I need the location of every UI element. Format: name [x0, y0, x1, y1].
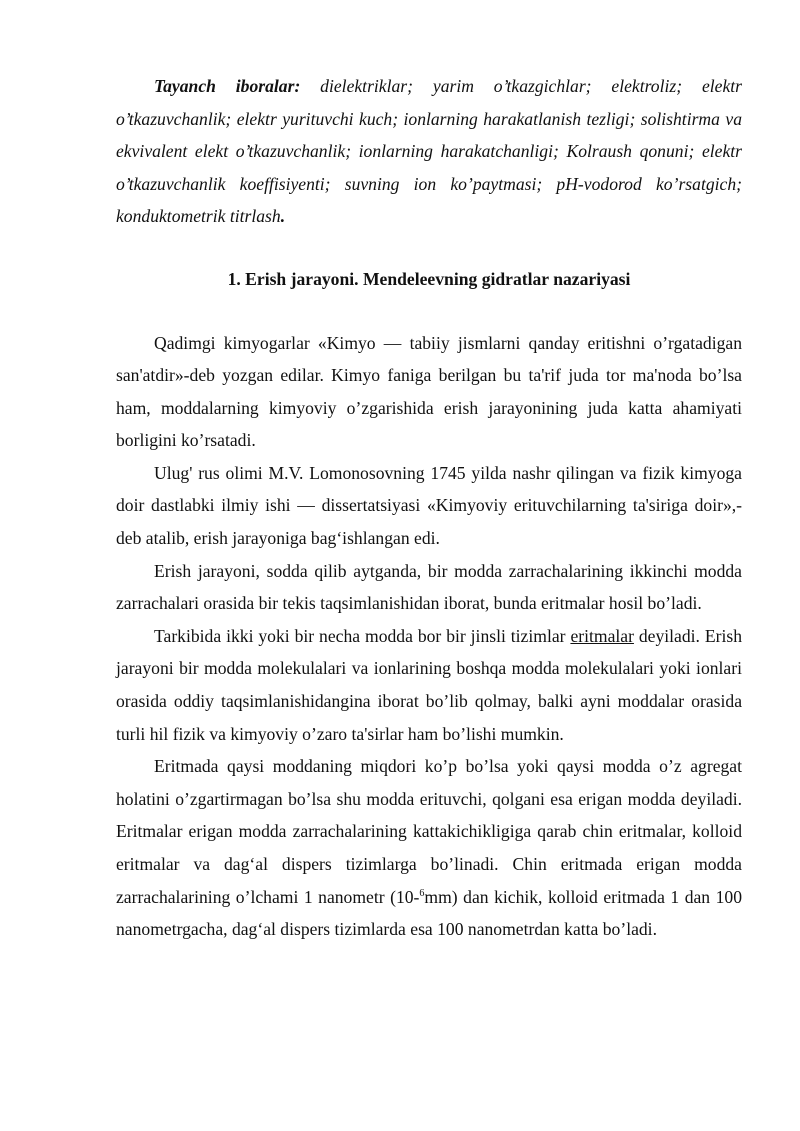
keywords-list: dielektriklar; yarim o’tkazgichlar; elektroliz; elektr o’tkazuvchanlik; elektr yurituvchi kuch; ionlarning harakatlanish tezligi; solishtirma va ekvivalent elekt o’tkazuvchanlik; ionlarning harakatchanligi; Kolraush qonuni; elektr o’tkazuvchanlik koeffisiyenti; suvning ion ko’paytmasi; pH-vodorod ko’rsatgich; konduktometrik titrlash [116, 76, 742, 226]
paragraph-5-start: Eritmada qaysi moddaning miqdori ko’p bo’lsa yoki qaysi modda o’z agregat holatini o’zgartirmagan bo’lsa shu modda erituvchi, qolgani esa erigan modda deyiladi. Eritmalar erigan modda zarrachalarining kattakichikligiga qarab chin eritmalar, kolloid eritmalar va dagʻal dispers tizimlarga bo’linadi. Chin eritmada erigan modda zarrachalarining o’lchami 1 nanometr (10- [116, 756, 742, 907]
paragraph-1: Qadimgi kimyogarlar «Kimyo — tabiiy jismlarni qanday eritishni o’rgatadigan san'atdir»-deb yozgan edilar. Kimyo faniga berilgan bu ta'rif juda tor ma'noda bo’lsa ham, moddalarning kimyoviy o’zgarishida erish jarayonining juda katta ahamiyati borligini ko’rsatadi. [116, 332, 742, 451]
paragraph-5 [116, 750, 742, 946]
paragraph-2: Ulug' rus olimi M.V. Lomonosovning 1745 yilda nashr qilingan va fizik kimyoga doir dastlabki ilmiy ishi — dissertatsiyasi «Kimyoviy erituvchilarning ta'siriga doir»,-deb atalib, erish jarayoniga bagʻishlangan edi. [116, 462, 742, 549]
paragraph-3: Erish jarayoni, sodda qilib aytganda, bir modda zarrachalarining ikkinchi modda zarrachalari orasida bir tekis taqsimlanishidan iborat, bunda eritmalar hosil bo’ladi. [116, 560, 742, 614]
paragraph-5-end: mm) dan kichik, kolloid eritmada 1 dan 100 nanometrgacha, dagʻal dispers tizimlarda esa 100 nanometrdan katta bo’ladi. [116, 886, 742, 940]
paragraph-4 [116, 620, 742, 750]
term-eritmalar: eritmalar [570, 625, 634, 646]
keywords-end: . [280, 206, 286, 226]
paragraph-4-end: deyiladi. Erish jarayoni bir modda molekulalari va ionlarining boshqa modda molekulalari yoki ionlari orasida oddiy taqsimlanishidangina iborat bo’lib qolmay, balki ayni moddalar orasida turli hil fizik va kimyoviy o’zaro ta'sirlar ham bo’lishi mumkin. [116, 625, 742, 744]
keywords-label: Tayanch iboralar: [154, 76, 301, 96]
section-heading: 1. Erish jarayoni. Mendeleevning gidratlar nazariyasi [227, 268, 631, 289]
keywords-paragraph [116, 70, 742, 233]
document-page [116, 70, 742, 946]
exponent: 6 [419, 887, 425, 899]
body-text [116, 327, 742, 946]
paragraph-4-start: Tarkibida ikki yoki bir necha modda bor bir jinsli tizimlar [154, 625, 571, 646]
